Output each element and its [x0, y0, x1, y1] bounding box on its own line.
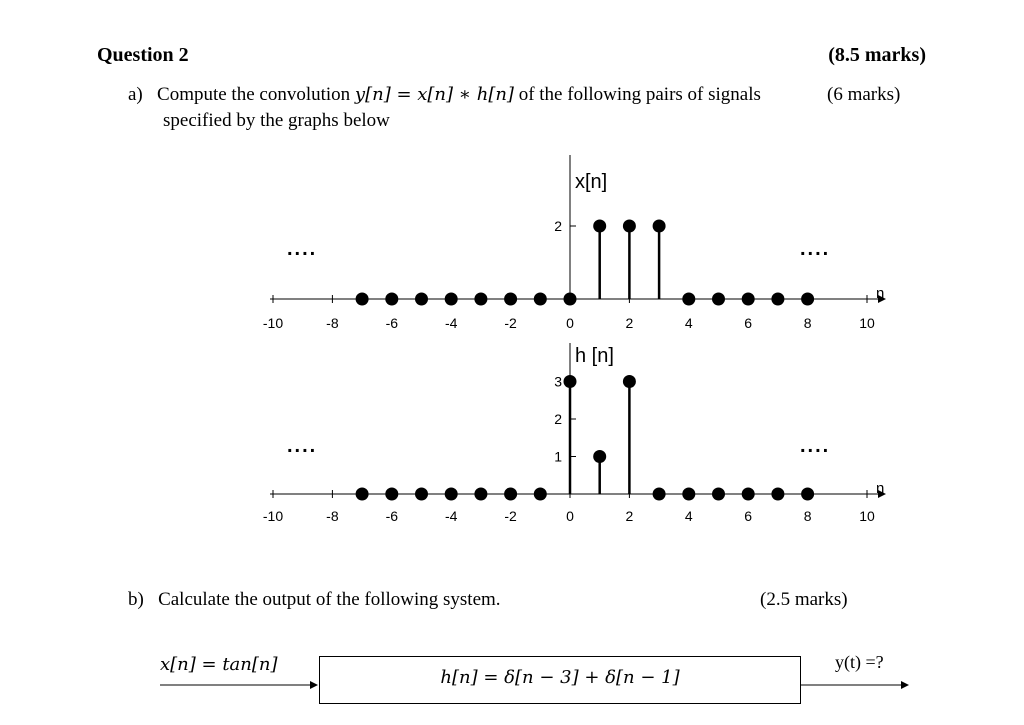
x-tick-label: -2 — [504, 508, 517, 524]
plot-title: h [n] — [575, 345, 614, 367]
sample-point — [564, 375, 577, 388]
x-tick-label: -10 — [262, 315, 284, 331]
ellipsis-left: .... — [287, 435, 318, 457]
x-axis-label: n — [876, 285, 885, 302]
part-a-marks: (6 marks) — [827, 84, 901, 105]
sample-point — [474, 293, 487, 306]
y-tick-label: 2 — [554, 218, 562, 234]
y-tick-label: 3 — [554, 373, 562, 390]
ellipsis-right: .... — [800, 238, 831, 260]
part-b-label: b) — [128, 589, 144, 610]
part-a-text-post: of the following pairs of signals — [513, 84, 761, 105]
part-b-text — [128, 589, 501, 611]
sample-point — [742, 488, 755, 501]
sample-point — [682, 293, 695, 306]
y-tick-label: 1 — [554, 448, 562, 465]
part-a-text-pre: Compute the convolution — [157, 84, 355, 105]
x-tick-label: -2 — [504, 315, 517, 331]
x-tick-label: 10 — [859, 315, 875, 331]
sample-point — [712, 293, 725, 306]
x-tick-label: 0 — [566, 508, 574, 524]
sample-point — [356, 488, 369, 501]
x-tick-label: 6 — [744, 508, 753, 524]
sample-point — [356, 293, 369, 306]
sample-point — [771, 293, 784, 306]
x-axis-label: n — [876, 480, 885, 497]
x-tick-label: 2 — [625, 508, 634, 524]
sample-point — [801, 293, 814, 306]
x-tick-label: 10 — [859, 508, 875, 524]
sample-point — [801, 488, 814, 501]
x-tick-label: -6 — [385, 315, 399, 331]
sample-point — [445, 488, 458, 501]
part-b-question: Calculate the output of the following system. — [158, 589, 501, 610]
convolution-formula: y[n] = x[n] ∗ h[n] — [354, 84, 514, 105]
x-tick-label: -8 — [326, 508, 339, 524]
sample-point — [593, 220, 606, 233]
sample-point — [445, 293, 458, 306]
sample-point — [415, 293, 428, 306]
x-tick-label: 8 — [803, 315, 812, 331]
x-tick-label: 0 — [566, 315, 574, 331]
sample-point — [682, 488, 695, 501]
x-tick-label: 2 — [625, 315, 634, 331]
x-tick-label: -10 — [262, 508, 284, 524]
sample-point — [623, 220, 636, 233]
ellipsis-left: .... — [287, 238, 318, 260]
sample-point — [504, 488, 517, 501]
sample-point — [593, 450, 606, 463]
system-input: x[n] = tan[n] — [160, 654, 278, 675]
question-title: Question 2 — [97, 44, 189, 66]
x-tick-label: 8 — [803, 508, 812, 524]
sample-point — [415, 488, 428, 501]
sample-point — [474, 488, 487, 501]
sample-point — [771, 488, 784, 501]
sample-point — [385, 488, 398, 501]
output-arrow — [801, 676, 921, 696]
part-b-marks: (2.5 marks) — [760, 589, 848, 610]
sample-point — [653, 488, 666, 501]
sample-point — [712, 488, 725, 501]
sample-point — [623, 375, 636, 388]
ellipsis-right: .... — [800, 435, 831, 457]
system-block — [319, 656, 801, 704]
sample-point — [653, 220, 666, 233]
x-tick-label: -8 — [326, 315, 339, 331]
x-tick-label: -6 — [385, 508, 399, 524]
part-a-label: a) — [128, 84, 143, 105]
system-output: y(t) =? — [835, 652, 884, 672]
y-tick-label: 2 — [554, 411, 562, 427]
sample-point — [534, 488, 547, 501]
part-a-text-line2: specified by the graphs below — [163, 110, 390, 131]
sample-point — [564, 293, 577, 306]
x-tick-label: 4 — [684, 315, 693, 331]
plot-title: x[n] — [575, 171, 608, 193]
x-tick-label: 4 — [684, 508, 693, 524]
impulse-response: h[n] = δ[n − 3] + δ[n − 1] — [440, 667, 680, 688]
sample-point — [385, 293, 398, 306]
sample-point — [742, 293, 755, 306]
x-tick-label: 6 — [744, 315, 753, 331]
x-tick-label: -4 — [444, 508, 458, 524]
x-tick-label: -4 — [444, 315, 458, 331]
sample-point — [504, 293, 517, 306]
sample-point — [534, 293, 547, 306]
question-marks: (8.5 marks) — [828, 44, 926, 66]
